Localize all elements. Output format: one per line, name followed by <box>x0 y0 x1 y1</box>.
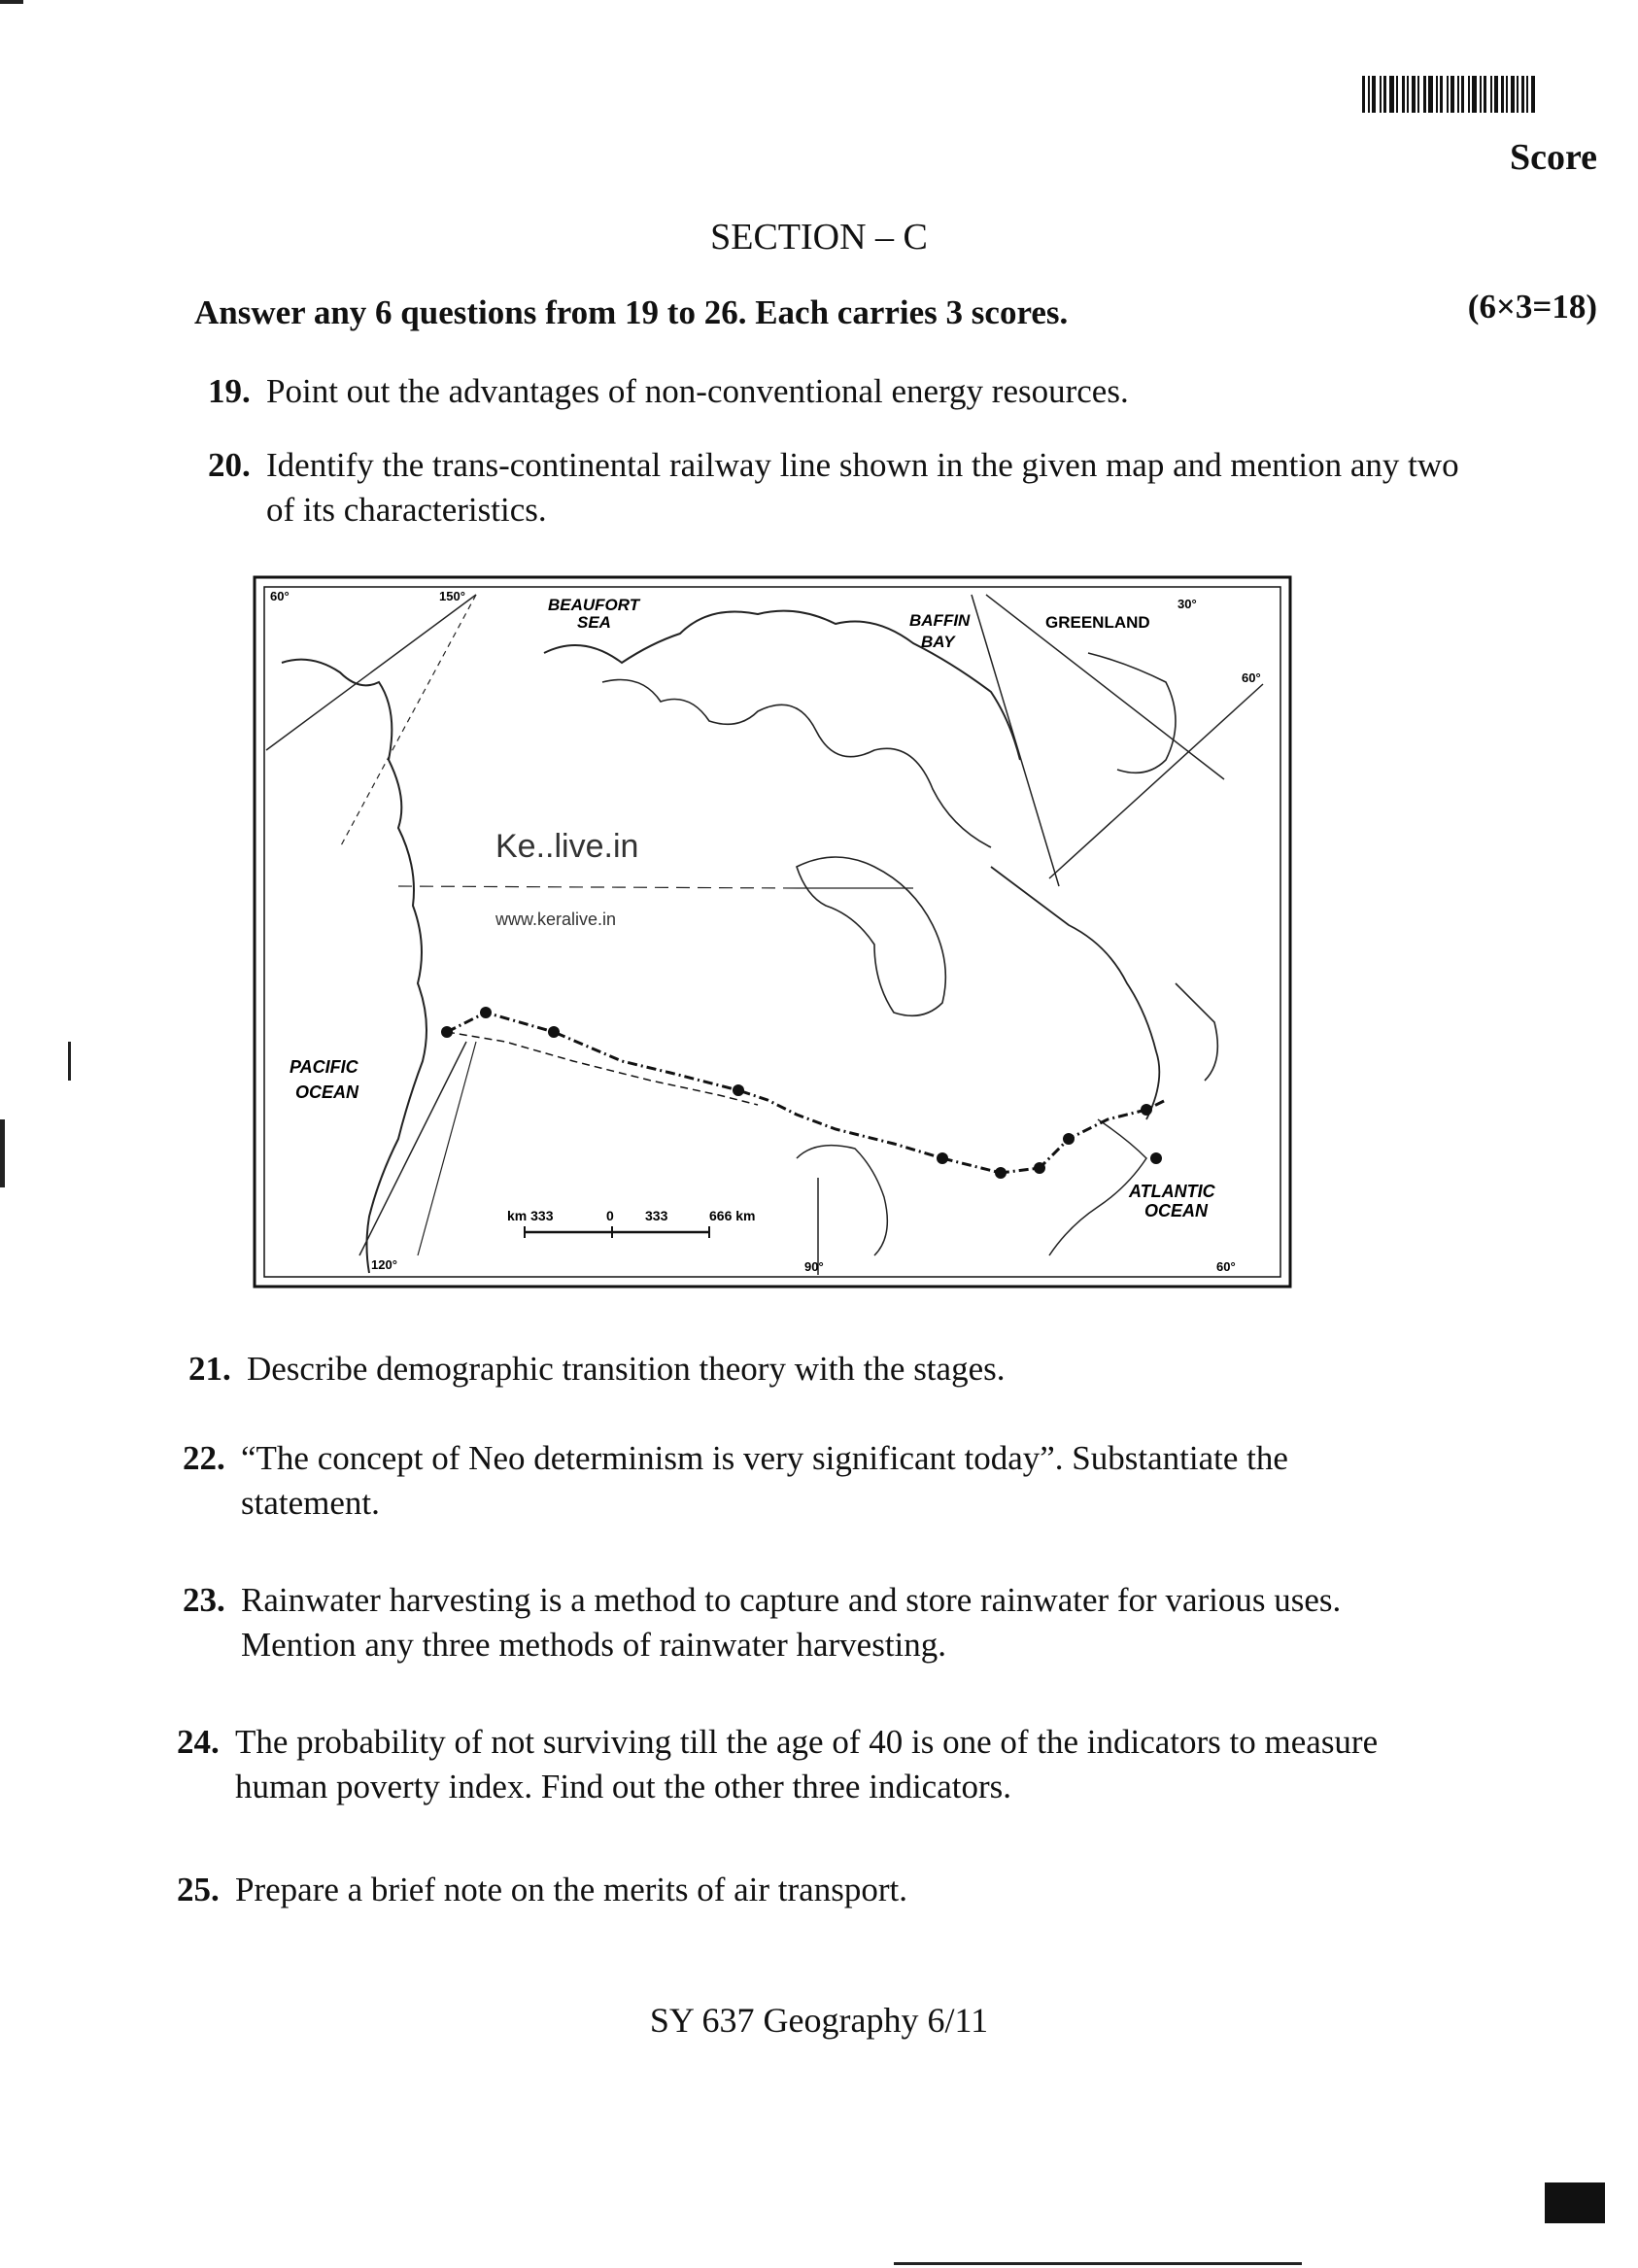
margin-mark <box>68 1042 71 1081</box>
label-lat: 60° <box>1242 670 1261 685</box>
question-text-cont: human poverty index. Find out the other three indicators. <box>235 1768 1011 1805</box>
question-number: 24. <box>177 1723 220 1761</box>
section-title: SECTION – C <box>710 217 928 258</box>
score-label: Score <box>1509 137 1597 178</box>
scale-label: km 333 <box>507 1208 554 1223</box>
station-dot <box>733 1084 744 1096</box>
label-ocean: OCEAN <box>295 1082 359 1102</box>
station-dot <box>441 1026 453 1038</box>
question-text: “The concept of Neo determinism is very significant today”. Substantiate the <box>241 1439 1288 1477</box>
question-text: Point out the advantages of non-conventional energy resources. <box>266 372 1129 410</box>
instruction: Answer any 6 questions from 19 to 26. Each carries 3 scores. <box>194 293 1069 331</box>
label-lat: 60° <box>270 589 290 603</box>
corner-mark <box>0 0 23 4</box>
barcode <box>1362 76 1599 113</box>
watermark: Ke..live.in <box>495 828 639 865</box>
station-dot <box>480 1007 492 1018</box>
question-number: 22. <box>183 1439 225 1477</box>
label-lon: 60° <box>1216 1259 1236 1274</box>
label-lon: 150° <box>439 589 465 603</box>
margin-mark <box>0 1119 5 1187</box>
question-text-cont: of its characteristics. <box>266 491 547 529</box>
station-dot <box>1150 1152 1162 1164</box>
question-text: Prepare a brief note on the merits of air transport. <box>235 1871 907 1908</box>
bottom-rule <box>894 2262 1302 2265</box>
question-text: Describe demographic transition theory with the stages. <box>247 1350 1006 1388</box>
station-dot <box>995 1167 1007 1179</box>
watermark-url: www.keralive.in <box>495 910 617 929</box>
label-ocean: OCEAN <box>1144 1201 1209 1220</box>
question-number: 20. <box>208 446 251 484</box>
question-text-cont: Mention any three methods of rainwater harvesting. <box>241 1626 947 1664</box>
map-outer-frame <box>255 577 1290 1287</box>
label-lon: 90° <box>804 1259 824 1274</box>
question-number: 25. <box>177 1871 220 1908</box>
label-pacific: PACIFIC <box>290 1057 358 1077</box>
label-atlantic: ATLANTIC <box>1129 1182 1215 1201</box>
question-number: 19. <box>208 372 251 410</box>
station-dot <box>1063 1133 1075 1145</box>
station-dot <box>937 1152 948 1164</box>
station-dot <box>548 1026 560 1038</box>
station-dot <box>1034 1162 1045 1174</box>
page-footer: SY 637 Geography 6/11 <box>649 2001 989 2040</box>
label-greenland: GREENLAND <box>1045 613 1150 632</box>
canada-railway-map <box>253 575 1292 1289</box>
label-baffin: BAFFIN <box>909 611 971 630</box>
question-number: 21. <box>188 1350 231 1388</box>
label-lon: 120° <box>371 1257 397 1272</box>
label-beaufort: BEAUFORT <box>548 596 640 614</box>
question-text: Rainwater harvesting is a method to capture and store rainwater for various uses. <box>241 1581 1342 1619</box>
question-text: Identify the trans-continental railway line shown in the given map and mention any two <box>266 446 1459 484</box>
label-lon: 30° <box>1177 597 1197 611</box>
station-dot <box>1141 1104 1152 1116</box>
label-bay: BAY <box>921 633 955 651</box>
total-marks: (6×3=18) <box>1467 288 1597 326</box>
question-text-cont: statement. <box>241 1484 380 1522</box>
scale-label: 0 <box>606 1208 614 1223</box>
scale-label: 333 <box>645 1208 668 1223</box>
label-sea: SEA <box>577 613 611 632</box>
question-text: The probability of not surviving till the age of 40 is one of the indicators to measure <box>235 1723 1379 1761</box>
black-marker <box>1545 2182 1605 2223</box>
question-number: 23. <box>183 1581 225 1619</box>
scale-label: 666 km <box>709 1208 756 1223</box>
